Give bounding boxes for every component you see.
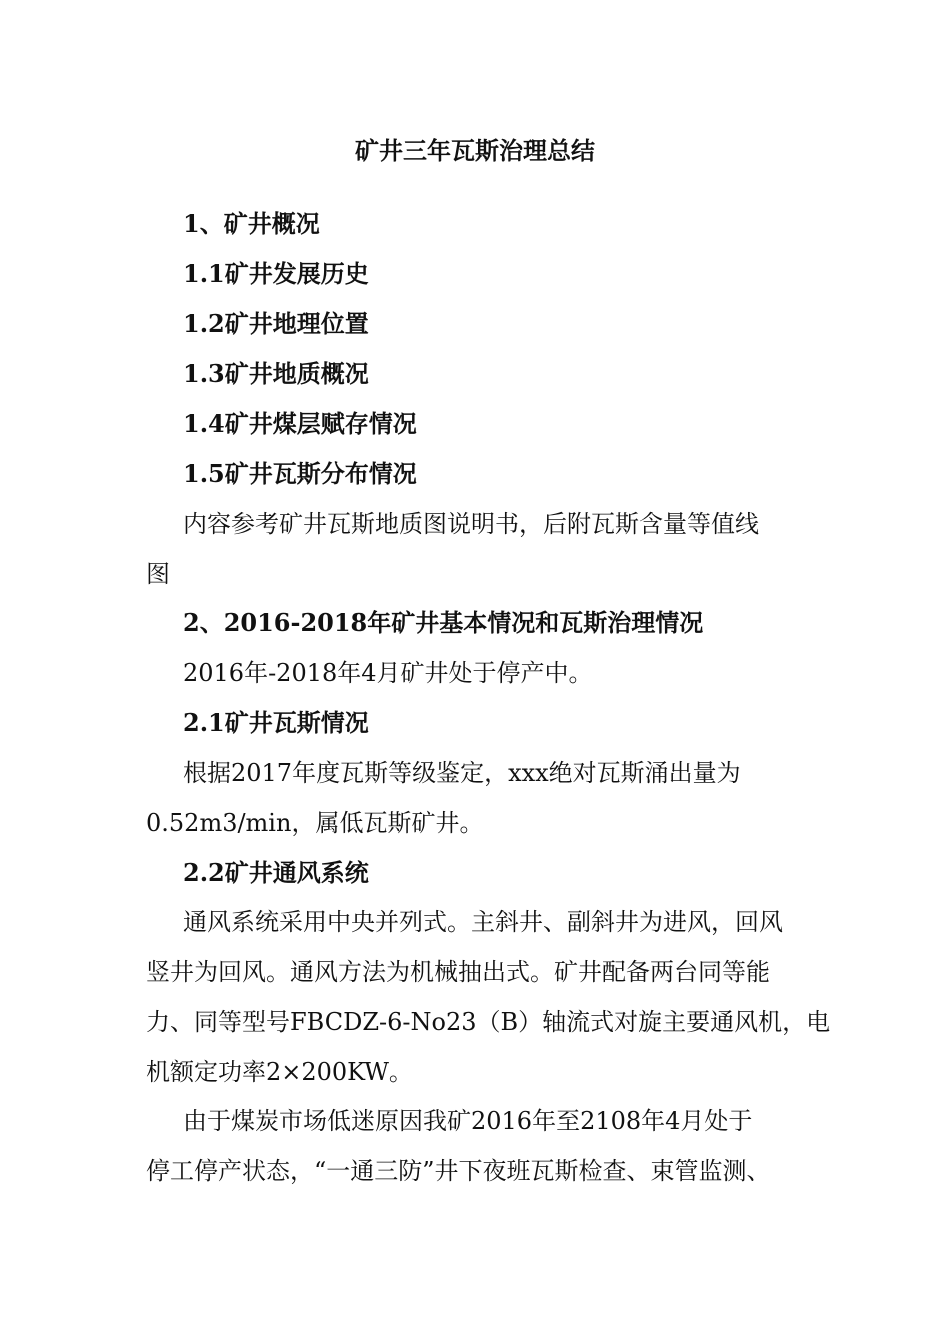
heading-1-3: 1.3矿井地质概况: [183, 359, 369, 388]
heading-1-5: 1.5矿井瓦斯分布情况: [183, 459, 417, 488]
heading-1-4: 1.4矿井煤层赋存情况: [183, 409, 417, 438]
paragraph-line: 力、同等型号FBCDZ-6-No23（B）轴流式对旋主要通风机，电: [146, 1008, 831, 1036]
page-title: 矿井三年瓦斯治理总结: [355, 136, 595, 165]
heading-2: 2、2016-2018年矿井基本情况和瓦斯治理情况: [183, 608, 704, 637]
heading-1: 1、矿井概况: [183, 209, 320, 238]
heading-2-1: 2.1矿井瓦斯情况: [183, 708, 369, 737]
paragraph-line: 机额定功率2×200KW。: [146, 1058, 413, 1086]
paragraph-line: 内容参考矿井瓦斯地质图说明书，后附瓦斯含量等值线: [183, 510, 759, 538]
paragraph-line: 通风系统采用中央并列式。主斜井、副斜井为进风，回风: [183, 908, 783, 936]
paragraph-line: 停工停产状态，“一通三防”井下夜班瓦斯检查、束管监测、: [146, 1157, 771, 1185]
paragraph-line: 0.52m3/min，属低瓦斯矿井。: [146, 809, 484, 837]
paragraph-line: 竖井为回风。通风方法为机械抽出式。矿井配备两台同等能: [146, 958, 770, 986]
heading-2-2: 2.2矿井通风系统: [183, 858, 369, 887]
paragraph-line: 由于煤炭市场低迷原因我矿2016年至2108年4月处于: [183, 1107, 753, 1135]
heading-1-2: 1.2矿井地理位置: [183, 309, 369, 338]
heading-1-1: 1.1矿井发展历史: [183, 259, 369, 288]
paragraph-line: 根据2017年度瓦斯等级鉴定，xxx绝对瓦斯涌出量为: [183, 759, 741, 787]
paragraph-line: 图: [146, 560, 170, 588]
paragraph-line: 2016年-2018年4月矿井处于停产中。: [183, 659, 593, 687]
